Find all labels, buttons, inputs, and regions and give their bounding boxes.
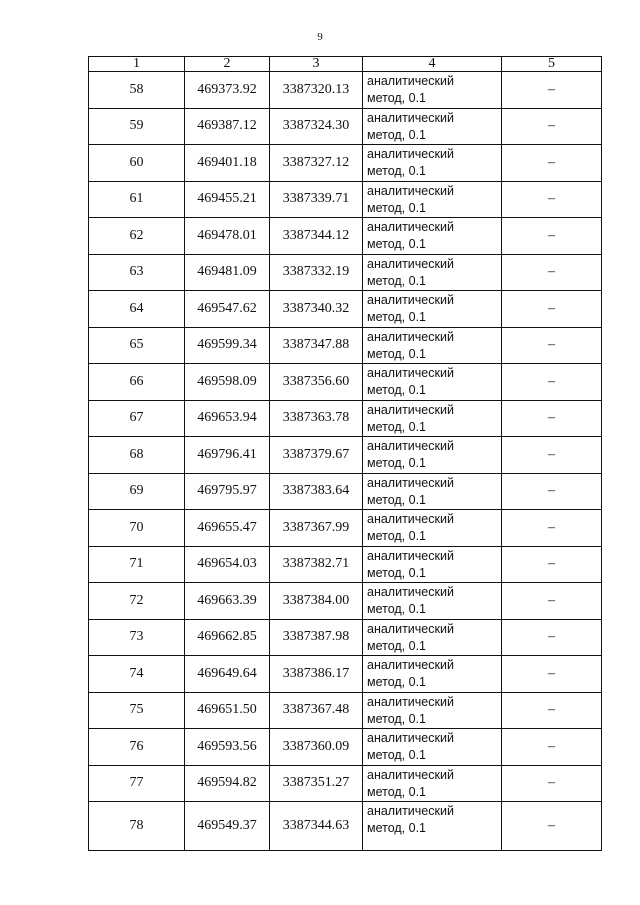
- table-row: [89, 765, 602, 802]
- y-coordinate-cell: 3387344.63: [270, 802, 363, 851]
- y-coordinate-cell: 3387384.00: [270, 583, 363, 620]
- table-row: [89, 72, 602, 109]
- col5-cell: –: [502, 364, 602, 401]
- x-coordinate-cell: 469549.37: [185, 802, 270, 851]
- method-cell: [363, 583, 502, 620]
- header-col-4: 4: [363, 57, 502, 72]
- method-cell: [363, 108, 502, 145]
- point-number-cell: 76: [89, 729, 185, 766]
- y-coordinate-cell: 3387332.19: [270, 254, 363, 291]
- method-line-2: метод, 0.1: [367, 675, 427, 689]
- method-line-2: метод, 0.1: [367, 748, 427, 762]
- page-number: 9: [317, 31, 323, 43]
- method-line-2: метод, 0.1: [367, 91, 427, 105]
- y-coordinate-cell: 3387360.09: [270, 729, 363, 766]
- col5-cell: –: [502, 145, 602, 182]
- y-coordinate-cell: 3387347.88: [270, 327, 363, 364]
- method-cell: [363, 473, 502, 510]
- method-cell: [363, 510, 502, 547]
- col5-cell: –: [502, 108, 602, 145]
- x-coordinate-cell: 469653.94: [185, 400, 270, 437]
- point-number-cell: 77: [89, 765, 185, 802]
- point-number-cell: 72: [89, 583, 185, 620]
- point-number-cell: 75: [89, 692, 185, 729]
- method-cell: [363, 765, 502, 802]
- y-coordinate-cell: 3387344.12: [270, 218, 363, 255]
- method-line-1: аналитический: [367, 439, 454, 453]
- method-cell: [363, 437, 502, 474]
- point-number-cell: 63: [89, 254, 185, 291]
- method-cell: [363, 692, 502, 729]
- col5-cell: –: [502, 546, 602, 583]
- method-line-2: метод, 0.1: [367, 821, 427, 835]
- method-line-1: аналитический: [367, 293, 454, 307]
- y-coordinate-cell: 3387327.12: [270, 145, 363, 182]
- method-cell: [363, 619, 502, 656]
- x-coordinate-cell: 469795.97: [185, 473, 270, 510]
- method-line-2: метод, 0.1: [367, 237, 427, 251]
- method-cell: [363, 400, 502, 437]
- point-number-cell: 78: [89, 802, 185, 851]
- table-row: [89, 802, 602, 851]
- table-row: [89, 729, 602, 766]
- method-line-1: аналитический: [367, 366, 454, 380]
- point-number-cell: 67: [89, 400, 185, 437]
- method-cell: [363, 364, 502, 401]
- method-cell: [363, 656, 502, 693]
- col5-cell: –: [502, 181, 602, 218]
- method-cell: [363, 729, 502, 766]
- method-line-2: метод, 0.1: [367, 565, 427, 580]
- x-coordinate-cell: 469654.03: [185, 546, 270, 583]
- method-line-1: аналитический: [367, 548, 454, 563]
- method-line-1: аналитический: [367, 475, 454, 490]
- table-row: [89, 291, 602, 328]
- method-line-1: аналитический: [367, 183, 454, 198]
- table-row: [89, 254, 602, 291]
- method-line-2: метод, 0.1: [367, 784, 427, 799]
- table-row: [89, 327, 602, 364]
- x-coordinate-cell: 469373.92: [185, 72, 270, 109]
- method-line-1: аналитический: [367, 329, 454, 344]
- x-coordinate-cell: 469663.39: [185, 583, 270, 620]
- method-cell: [363, 327, 502, 364]
- x-coordinate-cell: 469662.85: [185, 619, 270, 656]
- method-cell: [363, 72, 502, 109]
- method-line-1: аналитический: [367, 512, 454, 526]
- x-coordinate-cell: 469649.64: [185, 656, 270, 693]
- y-coordinate-cell: 3387340.32: [270, 291, 363, 328]
- table-row: [89, 510, 602, 547]
- point-number-cell: 60: [89, 145, 185, 182]
- header-col-2: 2: [185, 57, 270, 72]
- method-line-1: аналитический: [367, 585, 454, 599]
- method-line-1: аналитический: [367, 220, 454, 234]
- y-coordinate-cell: 3387379.67: [270, 437, 363, 474]
- point-number-cell: 65: [89, 327, 185, 364]
- col5-cell: –: [502, 765, 602, 802]
- col5-cell: –: [502, 583, 602, 620]
- col5-cell: –: [502, 692, 602, 729]
- method-line-2: метод, 0.1: [367, 711, 427, 726]
- method-cell: [363, 802, 502, 851]
- col5-cell: –: [502, 510, 602, 547]
- y-coordinate-cell: 3387382.71: [270, 546, 363, 583]
- coordinates-table: [88, 56, 602, 851]
- table-row: [89, 145, 602, 182]
- x-coordinate-cell: 469547.62: [185, 291, 270, 328]
- method-cell: [363, 145, 502, 182]
- method-line-2: метод, 0.1: [367, 456, 427, 470]
- x-coordinate-cell: 469599.34: [185, 327, 270, 364]
- method-line-1: аналитический: [367, 621, 454, 636]
- x-coordinate-cell: 469478.01: [185, 218, 270, 255]
- table-row: [89, 656, 602, 693]
- x-coordinate-cell: 469655.47: [185, 510, 270, 547]
- method-line-2: метод, 0.1: [367, 383, 427, 397]
- point-number-cell: 74: [89, 656, 185, 693]
- method-line-2: метод, 0.1: [367, 492, 427, 507]
- method-line-2: метод, 0.1: [367, 419, 427, 434]
- method-line-2: метод, 0.1: [367, 529, 427, 543]
- header-col-5: 5: [502, 57, 602, 72]
- table-row: [89, 546, 602, 583]
- table-row: [89, 583, 602, 620]
- col5-cell: –: [502, 327, 602, 364]
- y-coordinate-cell: 3387367.99: [270, 510, 363, 547]
- table-row: [89, 692, 602, 729]
- method-line-2: метод, 0.1: [367, 200, 427, 215]
- method-line-2: метод, 0.1: [367, 310, 427, 324]
- x-coordinate-cell: 469401.18: [185, 145, 270, 182]
- method-cell: [363, 254, 502, 291]
- col5-cell: –: [502, 437, 602, 474]
- method-cell: [363, 218, 502, 255]
- table-body: [89, 72, 602, 851]
- method-cell: [363, 546, 502, 583]
- y-coordinate-cell: 3387356.60: [270, 364, 363, 401]
- method-line-2: метод, 0.1: [367, 273, 427, 288]
- x-coordinate-cell: 469387.12: [185, 108, 270, 145]
- col5-cell: –: [502, 254, 602, 291]
- col5-cell: –: [502, 729, 602, 766]
- point-number-cell: 59: [89, 108, 185, 145]
- method-line-2: метод, 0.1: [367, 164, 427, 178]
- point-number-cell: 71: [89, 546, 185, 583]
- method-line-1: аналитический: [367, 731, 454, 745]
- x-coordinate-cell: 469651.50: [185, 692, 270, 729]
- table-row: [89, 108, 602, 145]
- method-line-1: аналитический: [367, 694, 454, 709]
- col5-cell: –: [502, 802, 602, 851]
- point-number-cell: 66: [89, 364, 185, 401]
- table-row: [89, 619, 602, 656]
- y-coordinate-cell: 3387383.64: [270, 473, 363, 510]
- y-coordinate-cell: 3387367.48: [270, 692, 363, 729]
- col5-cell: –: [502, 656, 602, 693]
- x-coordinate-cell: 469594.82: [185, 765, 270, 802]
- x-coordinate-cell: 469593.56: [185, 729, 270, 766]
- method-line-1: аналитический: [367, 147, 454, 161]
- table-row: [89, 437, 602, 474]
- col5-cell: –: [502, 218, 602, 255]
- method-line-1: аналитический: [367, 402, 454, 417]
- col5-cell: –: [502, 473, 602, 510]
- y-coordinate-cell: 3387386.17: [270, 656, 363, 693]
- col5-cell: –: [502, 72, 602, 109]
- point-number-cell: 68: [89, 437, 185, 474]
- method-line-1: аналитический: [367, 767, 454, 782]
- method-line-2: метод, 0.1: [367, 346, 427, 361]
- point-number-cell: 64: [89, 291, 185, 328]
- x-coordinate-cell: 469598.09: [185, 364, 270, 401]
- method-line-2: метод, 0.1: [367, 602, 427, 616]
- point-number-cell: 70: [89, 510, 185, 547]
- table-row: [89, 364, 602, 401]
- table-row: [89, 218, 602, 255]
- header-col-3: 3: [270, 57, 363, 72]
- col5-cell: –: [502, 400, 602, 437]
- method-line-1: аналитический: [367, 658, 454, 672]
- header-col-1: 1: [89, 57, 185, 72]
- y-coordinate-cell: 3387339.71: [270, 181, 363, 218]
- point-number-cell: 73: [89, 619, 185, 656]
- col5-cell: –: [502, 619, 602, 656]
- point-number-cell: 58: [89, 72, 185, 109]
- method-line-1: аналитический: [367, 110, 454, 125]
- y-coordinate-cell: 3387351.27: [270, 765, 363, 802]
- point-number-cell: 61: [89, 181, 185, 218]
- table-row: [89, 473, 602, 510]
- y-coordinate-cell: 3387324.30: [270, 108, 363, 145]
- x-coordinate-cell: 469796.41: [185, 437, 270, 474]
- x-coordinate-cell: 469455.21: [185, 181, 270, 218]
- y-coordinate-cell: 3387320.13: [270, 72, 363, 109]
- method-line-2: метод, 0.1: [367, 638, 427, 653]
- method-cell: [363, 181, 502, 218]
- method-cell: [363, 291, 502, 328]
- table-row: [89, 400, 602, 437]
- x-coordinate-cell: 469481.09: [185, 254, 270, 291]
- table-header-row: [89, 57, 602, 72]
- y-coordinate-cell: 3387387.98: [270, 619, 363, 656]
- table-row: [89, 181, 602, 218]
- method-line-2: метод, 0.1: [367, 127, 427, 142]
- col5-cell: –: [502, 291, 602, 328]
- y-coordinate-cell: 3387363.78: [270, 400, 363, 437]
- point-number-cell: 69: [89, 473, 185, 510]
- method-line-1: аналитический: [367, 256, 454, 271]
- point-number-cell: 62: [89, 218, 185, 255]
- method-line-1: аналитический: [367, 74, 454, 88]
- method-line-1: аналитический: [367, 804, 454, 818]
